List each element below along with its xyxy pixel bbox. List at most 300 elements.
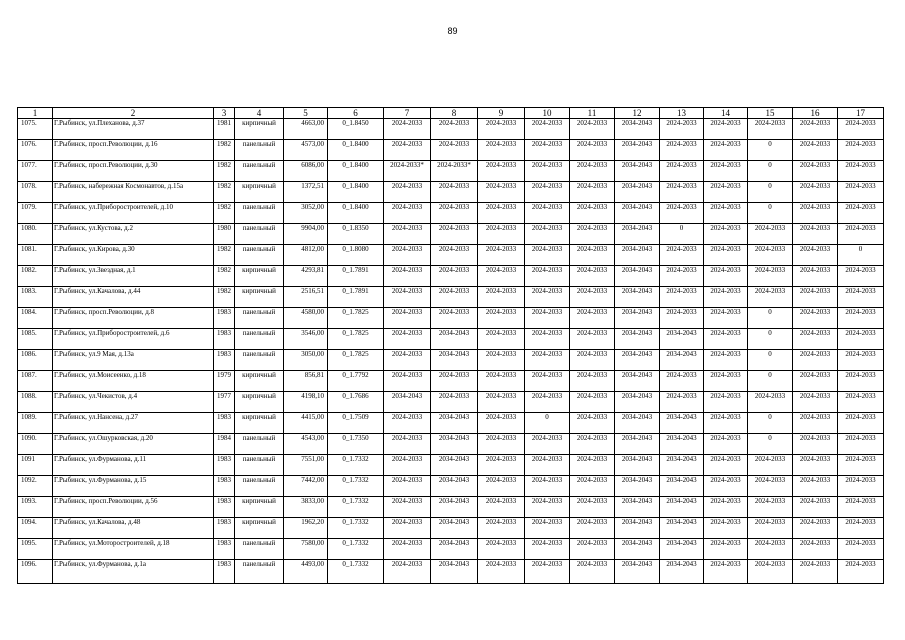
table-cell: 1983 bbox=[214, 455, 235, 476]
table-cell: 2034-2043 bbox=[431, 539, 478, 560]
table-cell: кирпичный bbox=[235, 392, 284, 413]
table-cell: 2024-2033 bbox=[384, 308, 431, 329]
table-cell: 2024-2033 bbox=[838, 350, 884, 371]
table-cell: 1982 bbox=[214, 266, 235, 287]
table-cell: 2024-2033 bbox=[525, 266, 570, 287]
table-cell: 2024-2033 bbox=[478, 203, 525, 224]
table-cell: 2024-2033 bbox=[793, 329, 838, 350]
table-cell: 2034-2043 bbox=[660, 413, 704, 434]
table-cell: 1077. bbox=[18, 161, 53, 182]
table-cell: 1094. bbox=[18, 518, 53, 539]
table-cell: 2024-2033 bbox=[478, 182, 525, 203]
table-cell: 1977 bbox=[214, 392, 235, 413]
table-cell: 2024-2033 bbox=[793, 434, 838, 455]
column-header: 3 bbox=[214, 108, 235, 119]
table-cell: 2024-2033 bbox=[478, 560, 525, 584]
table-cell: 0_1.7891 bbox=[328, 287, 384, 308]
table-cell: 2024-2033 bbox=[525, 245, 570, 266]
table-cell: 2024-2033 bbox=[660, 371, 704, 392]
table-cell: 1090. bbox=[18, 434, 53, 455]
table-cell: Г.Рыбинск, ул.Качалова, д.44 bbox=[53, 287, 214, 308]
table-cell: 1982 bbox=[214, 245, 235, 266]
table-cell: 2024-2033 bbox=[793, 497, 838, 518]
table-cell: 2024-2033 bbox=[384, 266, 431, 287]
table-cell: 2034-2043 bbox=[615, 413, 660, 434]
table-cell: 6086,00 bbox=[284, 161, 328, 182]
table-cell: 2034-2043 bbox=[615, 287, 660, 308]
table-cell: 4580,00 bbox=[284, 308, 328, 329]
table-cell: Г.Рыбинск, просп.Революции, д.16 bbox=[53, 140, 214, 161]
table-cell: 2024-2033 bbox=[748, 455, 793, 476]
table-cell: 2024-2033 bbox=[570, 245, 615, 266]
table-cell: 2024-2033 bbox=[838, 266, 884, 287]
table-cell: 2024-2033 bbox=[525, 203, 570, 224]
table-cell: Г.Рыбинск, ул.Моисеенко, д.18 bbox=[53, 371, 214, 392]
table-cell: 1089. bbox=[18, 413, 53, 434]
table-cell: Г.Рыбинск, просп.Революции, д.30 bbox=[53, 161, 214, 182]
table-row bbox=[18, 350, 884, 371]
column-header: 15 bbox=[748, 108, 793, 119]
table-cell: 1981 bbox=[214, 119, 235, 140]
table-cell: 2024-2033 bbox=[704, 350, 748, 371]
table-cell: 0 bbox=[660, 224, 704, 245]
table-cell: 2034-2043 bbox=[660, 350, 704, 371]
table-cell: 2024-2033 bbox=[660, 119, 704, 140]
table-cell: 2024-2033 bbox=[704, 329, 748, 350]
table-cell: 2024-2033* bbox=[384, 161, 431, 182]
table-cell: панельный bbox=[235, 560, 284, 584]
table-row bbox=[18, 140, 884, 161]
table-cell: 2024-2033 bbox=[570, 350, 615, 371]
table-row bbox=[18, 245, 884, 266]
table-cell: панельный bbox=[235, 308, 284, 329]
table-cell: 0_1.7332 bbox=[328, 518, 384, 539]
table-row bbox=[18, 539, 884, 560]
table-cell: 2034-2043 bbox=[431, 497, 478, 518]
table-row bbox=[18, 434, 884, 455]
column-header: 8 bbox=[431, 108, 478, 119]
table-cell: 2024-2033 bbox=[570, 413, 615, 434]
table-cell: 2024-2033 bbox=[704, 203, 748, 224]
table-cell: 0_1.8350 bbox=[328, 224, 384, 245]
table-cell: 2024-2033 bbox=[478, 539, 525, 560]
table-cell: 2034-2043 bbox=[615, 392, 660, 413]
table-cell: 2024-2033 bbox=[525, 161, 570, 182]
table-cell: кирпичный bbox=[235, 266, 284, 287]
table-cell: 1983 bbox=[214, 308, 235, 329]
table-cell: 2024-2033 bbox=[478, 329, 525, 350]
table-cell: 0_1.7825 bbox=[328, 350, 384, 371]
table-cell: 1079. bbox=[18, 203, 53, 224]
table-cell: 2034-2043 bbox=[384, 392, 431, 413]
table-cell: 4493,00 bbox=[284, 560, 328, 584]
table-cell: 2034-2043 bbox=[615, 203, 660, 224]
column-header: 13 bbox=[660, 108, 704, 119]
table-cell: 2024-2033 bbox=[525, 287, 570, 308]
table-cell: 2024-2033 bbox=[570, 434, 615, 455]
table-cell: 2024-2033 bbox=[431, 224, 478, 245]
table-cell: 2024-2033 bbox=[704, 371, 748, 392]
table-cell: 2024-2033 bbox=[570, 560, 615, 584]
table-cell: 2034-2043 bbox=[615, 560, 660, 584]
table-row bbox=[18, 224, 884, 245]
table-cell: 0_1.7332 bbox=[328, 560, 384, 584]
table-header-row bbox=[18, 108, 884, 119]
table-cell: 2034-2043 bbox=[431, 434, 478, 455]
table-cell: 2024-2033 bbox=[838, 161, 884, 182]
table-cell: 0_1.7825 bbox=[328, 308, 384, 329]
table-cell: 0_1.7792 bbox=[328, 371, 384, 392]
table-cell: 2024-2033 bbox=[384, 560, 431, 584]
table-cell: 0_1.8400 bbox=[328, 161, 384, 182]
table-cell: 2024-2033 bbox=[704, 455, 748, 476]
column-header: 7 bbox=[384, 108, 431, 119]
table-cell: Г.Рыбинск, ул.Качалова, д.48 bbox=[53, 518, 214, 539]
column-header: 6 bbox=[328, 108, 384, 119]
table-cell: 2024-2033 bbox=[570, 203, 615, 224]
table-cell: Г.Рыбинск, ул.Фурманова, д.1а bbox=[53, 560, 214, 584]
page-number: 89 bbox=[447, 26, 458, 36]
table-cell: 2024-2033 bbox=[838, 560, 884, 584]
table-cell: 1983 bbox=[214, 560, 235, 584]
table-cell: 2024-2033 bbox=[838, 371, 884, 392]
table-cell: 2024-2033 bbox=[478, 413, 525, 434]
table-cell: 2024-2033 bbox=[838, 119, 884, 140]
table-row bbox=[18, 287, 884, 308]
table-cell: 1372,51 bbox=[284, 182, 328, 203]
table-cell: панельный bbox=[235, 140, 284, 161]
table-cell: 2024-2033 bbox=[478, 308, 525, 329]
table-cell: 1982 bbox=[214, 140, 235, 161]
column-header: 1 bbox=[18, 108, 53, 119]
table-cell: 0_1.7686 bbox=[328, 392, 384, 413]
table-cell: 2024-2033 bbox=[748, 287, 793, 308]
table-cell: 2024-2033 bbox=[570, 308, 615, 329]
table-cell: 2024-2033 bbox=[793, 539, 838, 560]
table-cell: 2034-2043 bbox=[660, 518, 704, 539]
column-header: 10 bbox=[525, 108, 570, 119]
table-cell: 7580,00 bbox=[284, 539, 328, 560]
column-header: 14 bbox=[704, 108, 748, 119]
table-cell: кирпичный bbox=[235, 287, 284, 308]
table-cell: 2024-2033 bbox=[478, 266, 525, 287]
table-cell: 2024-2033 bbox=[660, 245, 704, 266]
table-cell: Г.Рыбинск, просп.Революции, д.8 bbox=[53, 308, 214, 329]
table-cell: 2024-2033 bbox=[384, 350, 431, 371]
table-cell: 2034-2043 bbox=[615, 245, 660, 266]
table-row bbox=[18, 308, 884, 329]
table-row bbox=[18, 476, 884, 497]
column-header: 4 bbox=[235, 108, 284, 119]
table-cell: 2024-2033 bbox=[748, 518, 793, 539]
table-cell: 1084. bbox=[18, 308, 53, 329]
table-cell: 2024-2033 bbox=[838, 476, 884, 497]
column-header: 2 bbox=[53, 108, 214, 119]
table-cell: 856,81 bbox=[284, 371, 328, 392]
table-cell: 2034-2043 bbox=[615, 161, 660, 182]
table-cell: 2024-2033 bbox=[838, 308, 884, 329]
table-cell: 2024-2033 bbox=[478, 224, 525, 245]
table-cell: 2024-2033 bbox=[838, 329, 884, 350]
table-cell: 1982 bbox=[214, 161, 235, 182]
table-cell: 0 bbox=[748, 182, 793, 203]
table-cell: 2024-2033 bbox=[704, 560, 748, 584]
column-header: 11 bbox=[570, 108, 615, 119]
table-cell: 2024-2033 bbox=[384, 539, 431, 560]
table-cell: панельный bbox=[235, 203, 284, 224]
table-cell: 2024-2033 bbox=[525, 182, 570, 203]
table-cell: 2024-2033 bbox=[704, 119, 748, 140]
table-cell: 2034-2043 bbox=[431, 329, 478, 350]
table-cell: 2024-2033 bbox=[570, 140, 615, 161]
table-cell: 2024-2033 bbox=[525, 455, 570, 476]
table-cell: кирпичный bbox=[235, 497, 284, 518]
table-cell: 4663,00 bbox=[284, 119, 328, 140]
table-cell: 2024-2033 bbox=[748, 392, 793, 413]
table-cell: 1096. bbox=[18, 560, 53, 584]
table-cell: 2024-2033 bbox=[748, 224, 793, 245]
table-cell: 2024-2033 bbox=[748, 539, 793, 560]
table-cell: 2024-2033 bbox=[478, 455, 525, 476]
table-cell: 2024-2033 bbox=[704, 392, 748, 413]
table-row bbox=[18, 161, 884, 182]
table-cell: 2034-2043 bbox=[431, 455, 478, 476]
table-cell: 0_1.7825 bbox=[328, 329, 384, 350]
table-cell: 2034-2043 bbox=[431, 350, 478, 371]
table-cell: 2024-2033 bbox=[793, 287, 838, 308]
table-cell: панельный bbox=[235, 434, 284, 455]
table-cell: 2034-2043 bbox=[660, 560, 704, 584]
table-cell: 2024-2033 bbox=[793, 119, 838, 140]
column-header: 12 bbox=[615, 108, 660, 119]
table-cell: 2024-2033 bbox=[478, 245, 525, 266]
table-cell: 2024-2033 bbox=[570, 329, 615, 350]
table-cell: 2024-2033 bbox=[793, 245, 838, 266]
table-cell: 0_1.7332 bbox=[328, 539, 384, 560]
table-cell: 2024-2033 bbox=[793, 455, 838, 476]
table-cell: 0 bbox=[748, 308, 793, 329]
table-cell: 4198,10 bbox=[284, 392, 328, 413]
table-cell: 2024-2033 bbox=[838, 140, 884, 161]
table-cell: 2024-2033 bbox=[431, 392, 478, 413]
table-cell: 3052,00 bbox=[284, 203, 328, 224]
table-cell: 2024-2033 bbox=[384, 455, 431, 476]
table-cell: Г.Рыбинск, набережная Космонавтов, д.15а bbox=[53, 182, 214, 203]
table-cell: Г.Рыбинск, ул.Приборостроителей, д.6 bbox=[53, 329, 214, 350]
table-cell: 1983 bbox=[214, 350, 235, 371]
table-row bbox=[18, 266, 884, 287]
table-cell: 1082. bbox=[18, 266, 53, 287]
table-cell: 2024-2033 bbox=[478, 476, 525, 497]
table-cell: 2024-2033 bbox=[478, 161, 525, 182]
table-cell: 0_1.8400 bbox=[328, 203, 384, 224]
table-cell: 2024-2033 bbox=[793, 371, 838, 392]
table-cell: 2024-2033 bbox=[704, 413, 748, 434]
table-cell: панельный bbox=[235, 224, 284, 245]
table-cell: 0_1.7350 bbox=[328, 434, 384, 455]
table-cell: 2024-2033 bbox=[570, 539, 615, 560]
table-cell: кирпичный bbox=[235, 518, 284, 539]
table-cell: 0 bbox=[748, 371, 793, 392]
table-cell: 2034-2043 bbox=[660, 476, 704, 497]
table-cell: 2024-2033 bbox=[793, 476, 838, 497]
table-cell: 2024-2033 bbox=[570, 161, 615, 182]
table-cell: 2024-2033 bbox=[660, 182, 704, 203]
table-cell: 2024-2033 bbox=[838, 539, 884, 560]
table-cell: 2024-2033 bbox=[384, 434, 431, 455]
table-cell: 2024-2033 bbox=[431, 182, 478, 203]
table-cell: 2024-2033 bbox=[384, 329, 431, 350]
table-cell: 2024-2033 bbox=[525, 392, 570, 413]
table-cell: 2034-2043 bbox=[615, 539, 660, 560]
table-cell: Г.Рыбинск, ул.Чекистов, д.4 bbox=[53, 392, 214, 413]
table-cell: панельный bbox=[235, 455, 284, 476]
table-cell: 2034-2043 bbox=[615, 371, 660, 392]
table-cell: 2024-2033 bbox=[570, 497, 615, 518]
table-cell: 2034-2043 bbox=[615, 140, 660, 161]
table-cell: 2024-2033 bbox=[384, 476, 431, 497]
table-cell: 2024-2033 bbox=[793, 392, 838, 413]
table-cell: 4293,81 bbox=[284, 266, 328, 287]
table-cell: 3546,00 bbox=[284, 329, 328, 350]
table-cell: 2024-2033 bbox=[793, 140, 838, 161]
column-header: 9 bbox=[478, 108, 525, 119]
table-cell: 2034-2043 bbox=[615, 119, 660, 140]
table-cell: 2024-2033 bbox=[431, 119, 478, 140]
table-cell: 2034-2043 bbox=[615, 476, 660, 497]
table-cell: 2024-2033 bbox=[570, 455, 615, 476]
table-cell: 4812,00 bbox=[284, 245, 328, 266]
table-cell: 0_1.7509 bbox=[328, 413, 384, 434]
table-cell: 2024-2033 bbox=[431, 140, 478, 161]
table-cell: 2024-2033 bbox=[570, 224, 615, 245]
table-cell: 1982 bbox=[214, 287, 235, 308]
table-cell: 0_1.7332 bbox=[328, 476, 384, 497]
table-cell: 2024-2033 bbox=[704, 539, 748, 560]
table-cell: 7551,00 bbox=[284, 455, 328, 476]
table-cell: 1984 bbox=[214, 434, 235, 455]
table-cell: 1075. bbox=[18, 119, 53, 140]
table-cell: 2034-2043 bbox=[615, 266, 660, 287]
table-cell: 2034-2043 bbox=[431, 476, 478, 497]
table-cell: 2024-2033 bbox=[748, 119, 793, 140]
housing-table bbox=[17, 107, 884, 584]
table-cell: 0_1.8400 bbox=[328, 182, 384, 203]
table-cell: 2034-2043 bbox=[431, 560, 478, 584]
table-cell: 2024-2033 bbox=[793, 224, 838, 245]
table-cell: 3050,00 bbox=[284, 350, 328, 371]
table-cell: 1076. bbox=[18, 140, 53, 161]
table-cell: 2024-2033 bbox=[793, 308, 838, 329]
table-cell: 2034-2043 bbox=[660, 329, 704, 350]
table-cell: 2024-2033 bbox=[838, 182, 884, 203]
table-cell: панельный bbox=[235, 329, 284, 350]
table-cell: 2024-2033 bbox=[384, 245, 431, 266]
table-cell: 2024-2033 bbox=[525, 518, 570, 539]
table-cell: 0_1.7332 bbox=[328, 497, 384, 518]
table-cell: 2024-2033 bbox=[793, 182, 838, 203]
table-cell: 2024-2033 bbox=[525, 497, 570, 518]
table-cell: 2024-2033 bbox=[793, 413, 838, 434]
table-row bbox=[18, 119, 884, 140]
table-cell: 2024-2033 bbox=[660, 203, 704, 224]
table-cell: 2024-2033 bbox=[793, 560, 838, 584]
table-cell: 2024-2033 bbox=[384, 287, 431, 308]
table-cell: 2024-2033 bbox=[478, 140, 525, 161]
table-cell: Г.Рыбинск, ул.Звездная, д.1 bbox=[53, 266, 214, 287]
table-cell: 2034-2043 bbox=[615, 350, 660, 371]
table-cell: 2024-2033 bbox=[748, 266, 793, 287]
table-cell: 2024-2033 bbox=[838, 455, 884, 476]
table-cell: 2024-2033 bbox=[525, 140, 570, 161]
table-cell: 2024-2033 bbox=[838, 413, 884, 434]
table-cell: 2024-2033 bbox=[748, 476, 793, 497]
table-cell: 2024-2033 bbox=[431, 287, 478, 308]
table-cell: 2034-2043 bbox=[660, 455, 704, 476]
table-cell: Г.Рыбинск, ул.Ошурковская, д.20 bbox=[53, 434, 214, 455]
table-cell: 2024-2033 bbox=[704, 266, 748, 287]
table-cell: 1983 bbox=[214, 518, 235, 539]
table-cell: 2024-2033 bbox=[478, 350, 525, 371]
table-cell: 2024-2033 bbox=[431, 266, 478, 287]
table-cell: 1088. bbox=[18, 392, 53, 413]
table-cell: 2024-2033 bbox=[838, 518, 884, 539]
table-cell: 1078. bbox=[18, 182, 53, 203]
table-cell: 2024-2033 bbox=[525, 308, 570, 329]
table-row bbox=[18, 518, 884, 539]
table-cell: 2024-2033 bbox=[478, 287, 525, 308]
table-cell: 1983 bbox=[214, 497, 235, 518]
table-cell: 2024-2033 bbox=[660, 161, 704, 182]
table-cell: панельный bbox=[235, 350, 284, 371]
table-cell: 2024-2033 bbox=[525, 371, 570, 392]
table-cell: 0 bbox=[748, 140, 793, 161]
table-cell: 2024-2033 bbox=[838, 287, 884, 308]
table-cell: панельный bbox=[235, 245, 284, 266]
table-cell: 3833,00 bbox=[284, 497, 328, 518]
table-cell: 2024-2033 bbox=[384, 119, 431, 140]
table-cell: Г.Рыбинск, ул.Фурманова, д.11 bbox=[53, 455, 214, 476]
table-cell: 2034-2043 bbox=[615, 224, 660, 245]
table-cell: 2024-2033 bbox=[793, 161, 838, 182]
table-cell: панельный bbox=[235, 161, 284, 182]
table-cell: 2024-2033* bbox=[431, 161, 478, 182]
table-cell: 2024-2033 bbox=[525, 119, 570, 140]
table-cell: кирпичный bbox=[235, 371, 284, 392]
table-cell: 2034-2043 bbox=[660, 434, 704, 455]
table-cell: 4543,00 bbox=[284, 434, 328, 455]
table-cell: 2034-2043 bbox=[615, 497, 660, 518]
table-cell: 0_1.7891 bbox=[328, 266, 384, 287]
table-cell: 1979 bbox=[214, 371, 235, 392]
table-cell: 2024-2033 bbox=[748, 560, 793, 584]
table-cell: 2024-2033 bbox=[660, 287, 704, 308]
column-header: 16 bbox=[793, 108, 838, 119]
table-cell: 2024-2033 bbox=[431, 371, 478, 392]
table-cell: 2024-2033 bbox=[525, 476, 570, 497]
table-cell: 2024-2033 bbox=[384, 224, 431, 245]
table-cell: 2034-2043 bbox=[660, 497, 704, 518]
table-cell: 2034-2043 bbox=[615, 455, 660, 476]
table-cell: 2024-2033 bbox=[660, 140, 704, 161]
table-cell: 2024-2033 bbox=[570, 371, 615, 392]
table-cell: 2024-2033 bbox=[384, 203, 431, 224]
table-cell: 0 bbox=[748, 434, 793, 455]
table-cell: 0 bbox=[525, 413, 570, 434]
table-cell: 0 bbox=[748, 161, 793, 182]
table-cell: 2024-2033 bbox=[660, 392, 704, 413]
table-cell: 2516,51 bbox=[284, 287, 328, 308]
